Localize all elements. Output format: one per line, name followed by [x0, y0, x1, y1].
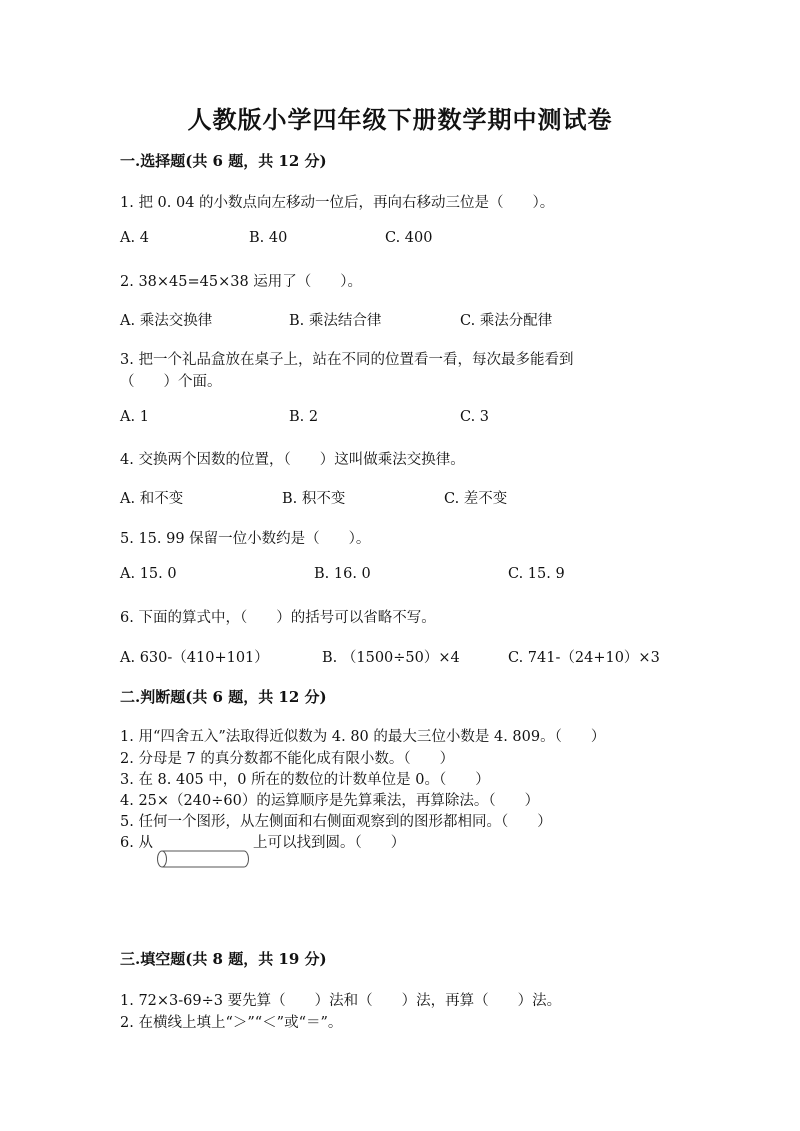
page-title: 人教版小学四年级下册数学期中测试卷	[187, 105, 613, 134]
q1-4-option-c: C. 差不变	[444, 491, 508, 507]
q1-3-option-a: A. 1	[120, 409, 149, 425]
fill-item-1: 1. 72×3-69÷3 要先算（ ）法和（ ）法，再算（ ）法。	[120, 993, 562, 1009]
fill-item-2: 2. 在横线上填上“＞”“＜”或“＝”。	[120, 1015, 343, 1031]
section-heading-choice: 一.选择题(共 6 题，共 12 分)	[120, 152, 327, 170]
q1-6-option-c: C. 741-（24+10）×3	[508, 650, 660, 666]
q1-5-option-a: A. 15. 0	[120, 566, 177, 582]
judge-item-5: 5. 任何一个图形，从左侧面和右侧面观察到的图形都相同。（ ）	[120, 814, 552, 830]
judge-item-6-prefix: 6. 从	[120, 835, 153, 851]
section-heading-fill: 三.填空题(共 8 题，共 19 分)	[120, 950, 327, 968]
q1-5-option-c: C. 15. 9	[508, 566, 565, 582]
judge-item-6	[120, 831, 405, 852]
q1-2-option-a: A. 乘法交换律	[120, 313, 213, 329]
q1-3-option-c: C. 3	[460, 409, 490, 425]
question-1-6: 6. 下面的算式中，（ ）的括号可以省略不写。	[120, 610, 436, 626]
question-1-4: 4. 交换两个因数的位置，（ ）这叫做乘法交换律。	[120, 452, 465, 468]
q1-1-option-a: A. 4	[120, 230, 149, 246]
q1-2-option-b: B. 乘法结合律	[289, 313, 382, 329]
judge-item-6-suffix: 上可以找到圆。（ ）	[252, 835, 406, 851]
q1-4-option-a: A. 和不变	[120, 491, 184, 507]
q1-1-option-b: B. 40	[249, 230, 288, 246]
q1-5-option-b: B. 16. 0	[314, 566, 371, 582]
section-heading-judge: 二.判断题(共 6 题，共 12 分)	[120, 688, 327, 706]
question-1-1: 1. 把 0. 04 的小数点向左移动一位后，再向右移动三位是（ ）。	[120, 195, 555, 211]
q1-4-option-b: B. 积不变	[282, 491, 346, 507]
q1-1-option-c: C. 400	[385, 230, 433, 246]
q1-6-option-b: B. （1500÷50）×4	[322, 650, 460, 666]
judge-item-1: 1. 用“四舍五入”法取得近似数为 4. 80 的最大三位小数是 4. 809。（ ）	[120, 729, 606, 745]
question-1-3: 3. 把一个礼品盒放在桌子上，站在不同的位置看一看，每次最多能看到	[120, 352, 574, 368]
q1-3-option-b: B. 2	[289, 409, 319, 425]
judge-item-4: 4. 25×（240÷60）的运算顺序是先算乘法，再算除法。（ ）	[120, 793, 540, 809]
question-1-5: 5. 15. 99 保留一位小数约是（ ）。	[120, 531, 371, 547]
judge-item-2: 2. 分母是 7 的真分数都不能化成有限小数。（ ）	[120, 751, 455, 767]
judge-item-3: 3. 在 8. 405 中，0 所在的数位的计数单位是 0。（ ）	[120, 772, 490, 788]
question-1-3-continued: （ ）个面。	[120, 374, 222, 390]
q1-2-option-c: C. 乘法分配律	[460, 313, 553, 329]
q1-6-option-a: A. 630-（410+101）	[120, 650, 269, 666]
cylinder-figure	[156, 850, 250, 868]
question-1-2: 2. 38×45=45×38 运用了（ ）。	[120, 274, 363, 290]
